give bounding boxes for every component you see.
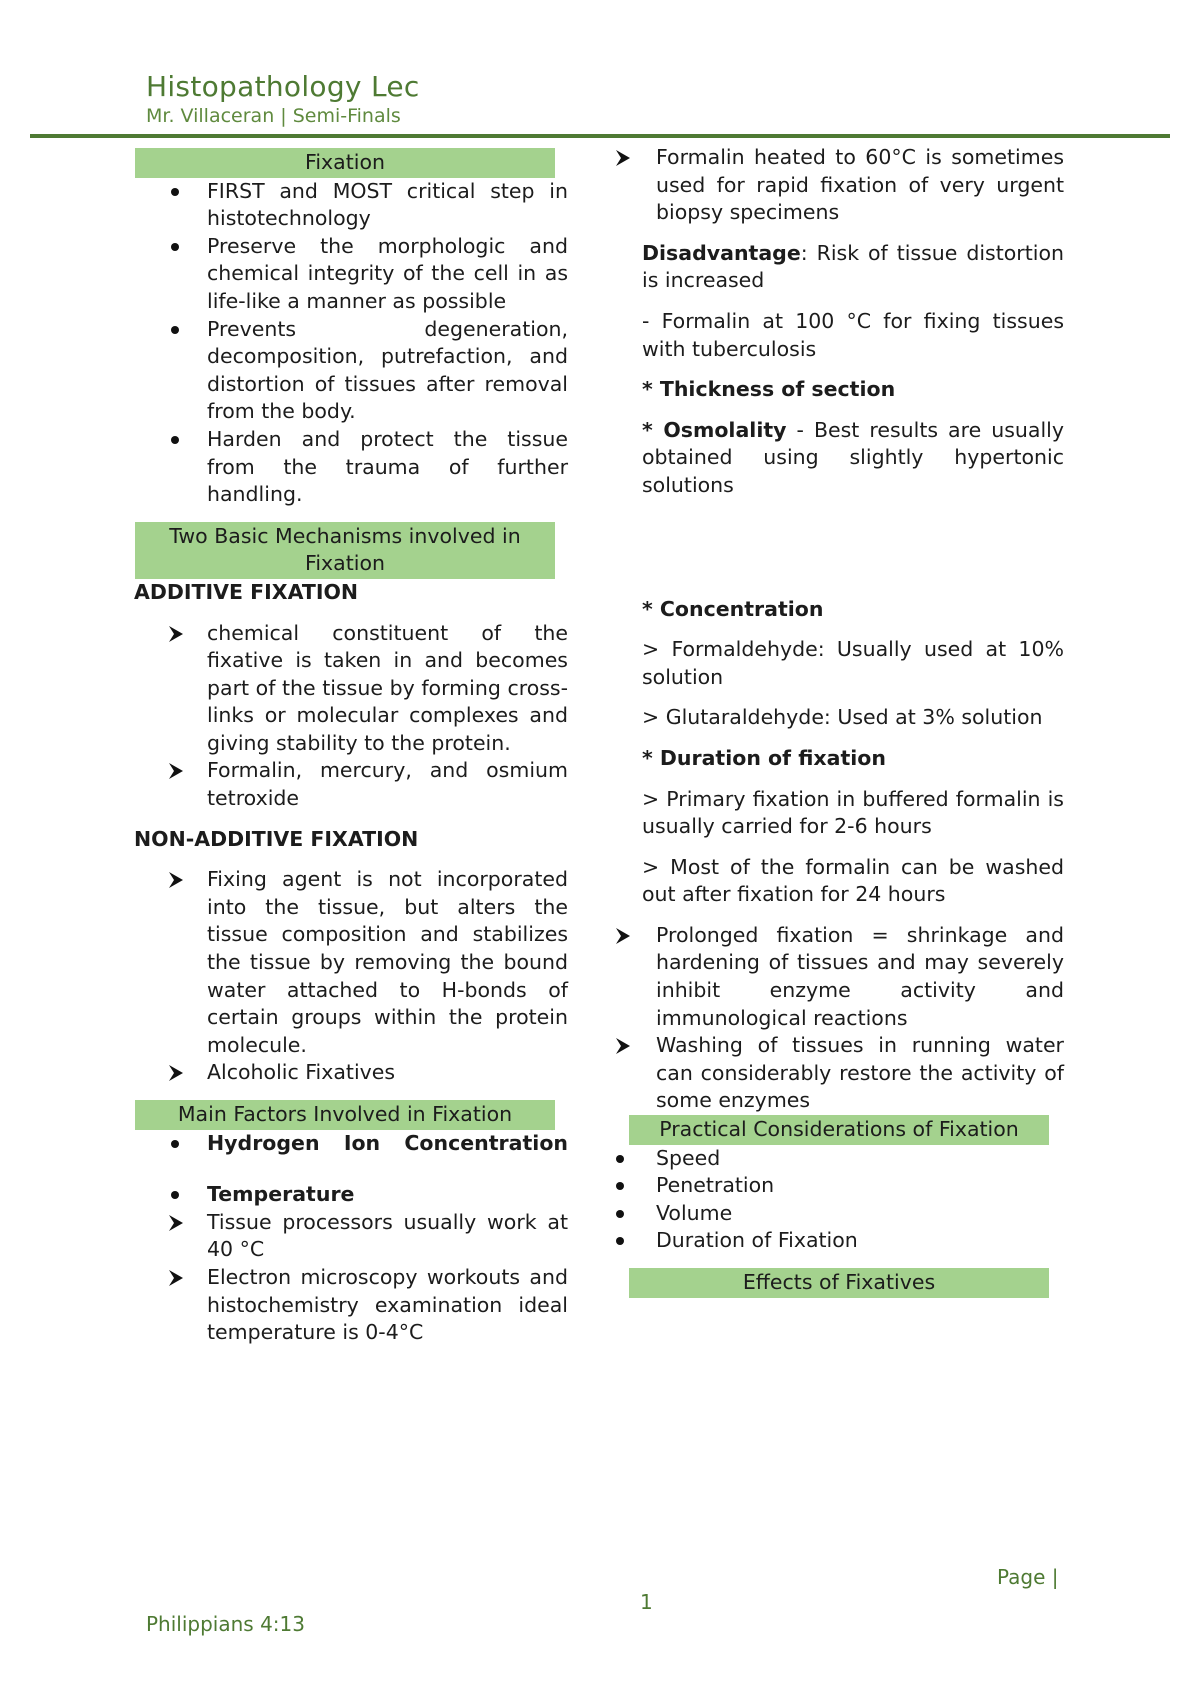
page-number: 1 [640, 1590, 653, 1614]
section-band-practical: Practical Considerations of Fixation [629, 1115, 1049, 1145]
list-item: chemical constituent of the fixative is taken in and becomes part of the tissue by forming cross-links or molecular complexes and giving stability to the protein. [121, 620, 568, 758]
document-title: Histopathology Lec [146, 70, 420, 103]
section-band-fixation: Fixation [135, 148, 555, 178]
nonadditive-list [134, 866, 568, 1087]
factors-list [134, 1130, 568, 1158]
formaldehyde-paragraph: > Formaldehyde: Usually used at 10% solution [642, 637, 1064, 689]
primary-fixation-paragraph: > Primary fixation in buffered formalin is usually carried for 2-6 hours [642, 786, 1064, 839]
washed-out-paragraph: > Most of the formalin can be washed out after fixation for 24 hours [642, 854, 1064, 907]
list-item: FIRST and MOST critical step in histotechnology [121, 178, 568, 233]
list-item: Washing of tissues in running water can considerably restore the activity of some enzymes [576, 1032, 1064, 1115]
chevron-right-icon [167, 1213, 185, 1233]
temperature-list [134, 1181, 568, 1347]
right-column [642, 144, 1064, 1298]
chevron-right-icon [167, 761, 185, 781]
chevron-right-icon [614, 1036, 632, 1056]
list-item: Hydrogen Ion Concentration [121, 1130, 568, 1158]
section-band-effects: Effects of Fixatives [629, 1268, 1049, 1298]
list-item: Duration of Fixation [576, 1227, 1064, 1255]
nonadditive-heading: NON-ADDITIVE FIXATION [134, 826, 419, 851]
duration-heading: * Duration of fixation [642, 745, 886, 770]
thickness-heading: * Thickness of section [642, 377, 896, 402]
chevron-right-icon [614, 148, 632, 168]
list-item: Speed [576, 1145, 1064, 1173]
list-item: Harden and protect the tissue from the trauma of further handling. [121, 426, 568, 509]
section-band-factors: Main Factors Involved in Fixation [135, 1100, 555, 1130]
fixation-list [134, 178, 568, 509]
concentration-heading: * Concentration [642, 596, 824, 621]
list-item: Tissue processors usually work at 40 °C [121, 1209, 568, 1264]
footer-verse: Philippians 4:13 [146, 1612, 305, 1636]
practical-list [642, 1145, 1064, 1255]
osmolality-paragraph: * Osmolality - Best results are usually obtained using slightly hypertonic solutions [642, 417, 1064, 497]
section-band-mechanisms: Two Basic Mechanisms involved in Fixation [135, 522, 555, 579]
page-label: Page | [997, 1565, 1059, 1589]
chevron-right-icon [614, 926, 632, 946]
list-item: Alcoholic Fixatives [121, 1059, 568, 1087]
left-column [134, 148, 568, 1347]
additive-heading: ADDITIVE FIXATION [134, 579, 359, 604]
glutaraldehyde-paragraph: > Glutaraldehyde: Used at 3% solution [642, 705, 1043, 730]
list-item: Prolonged fixation = shrinkage and hardening of tissues and may severely inhibit enzyme activity and immunological reactions [576, 922, 1064, 1032]
list-item: Temperature [121, 1181, 568, 1209]
list-item: Formalin, mercury, and osmium tetroxide [121, 757, 568, 812]
list-item: Fixing agent is not incorporated into the tissue, but alters the tissue composition and stabilizes the tissue by removing the bound water attached to H-bonds of certain groups within the protein molecule. [121, 866, 568, 1059]
list-item: Penetration [576, 1172, 1064, 1200]
additive-list [134, 620, 568, 813]
formalin-heated-list [642, 144, 1064, 227]
list-item: Formalin heated to 60°C is sometimes used for rapid fixation of very urgent biopsy specimens [576, 144, 1064, 227]
header-divider [30, 134, 1170, 138]
chevron-right-icon [167, 1063, 185, 1083]
list-item: Electron microscopy workouts and histochemistry examination ideal temperature is 0-4°C [121, 1264, 568, 1347]
list-item: Preserve the morphologic and chemical integrity of the cell in as life-like a manner as possible [121, 233, 568, 316]
list-item: Volume [576, 1200, 1064, 1228]
chevron-right-icon [167, 1268, 185, 1288]
list-item: Prevents degeneration, decomposition, putrefaction, and distortion of tissues after removal from the body. [121, 316, 568, 426]
duration-list [642, 922, 1064, 1115]
disadvantage-paragraph: Disadvantage: Risk of tissue distortion is increased [642, 240, 1064, 293]
formalin-100-paragraph: - Formalin at 100 °C for fixing tissues with tuberculosis [642, 308, 1064, 361]
document-subtitle: Mr. Villaceran | Semi-Finals [146, 105, 401, 127]
chevron-right-icon [167, 870, 185, 890]
chevron-right-icon [167, 624, 185, 644]
